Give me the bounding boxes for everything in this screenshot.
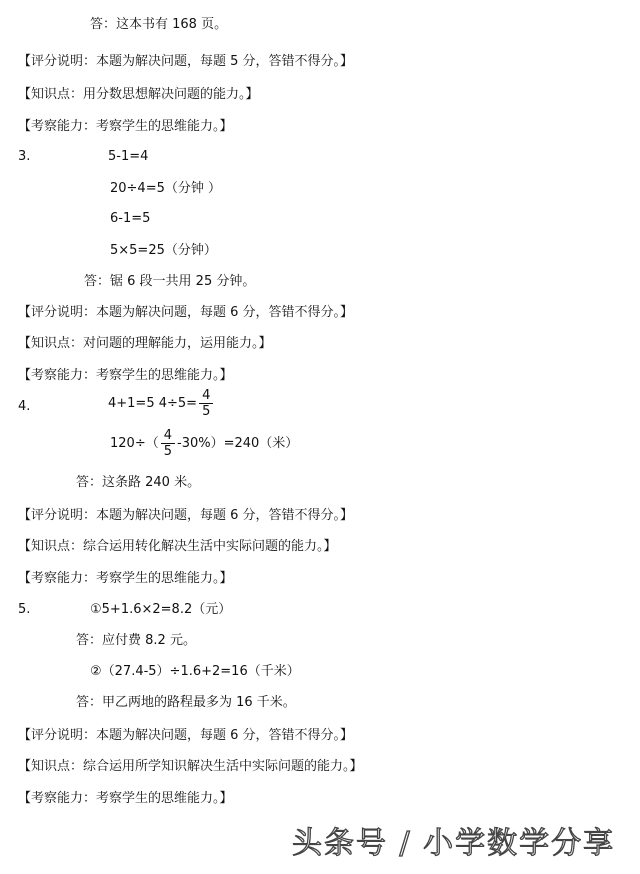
question-4-number: 4. — [18, 399, 31, 414]
fraction-numerator: 4 — [161, 428, 175, 444]
fraction-denominator: 5 — [163, 444, 172, 459]
question-4-step-1 — [108, 388, 215, 419]
fraction-denominator: 5 — [202, 404, 211, 419]
answer-2: 答：这本书有 168 页。 — [90, 17, 228, 32]
fraction-numerator: 4 — [199, 388, 213, 404]
question-4-step-2 — [110, 428, 298, 459]
question-3-step-3: 6-1=5 — [110, 211, 151, 226]
question-3-step-1: 5-1=4 — [108, 149, 149, 164]
scoring-note-4: 【评分说明：本题为解决问题，每题 6 分，答错不得分。】 — [18, 508, 354, 523]
scoring-note-2: 【评分说明：本题为解决问题，每题 5 分，答错不得分。】 — [18, 54, 354, 69]
question-5-solution-2: ②（27.4-5）÷1.6+2=16（千米） — [90, 664, 300, 679]
question-3-number: 3. — [18, 149, 31, 164]
question-4-step-2-prefix: 120÷（ — [110, 436, 159, 451]
answer-5-2: 答：甲乙两地的路程最多为 16 千米。 — [76, 695, 296, 710]
ability-note-5: 【考察能力：考察学生的思维能力。】 — [18, 791, 233, 806]
answer-4: 答：这条路 240 米。 — [76, 475, 201, 490]
question-4-step-2-suffix: -30%）=240（米） — [177, 436, 299, 451]
ability-note-4: 【考察能力：考察学生的思维能力。】 — [18, 571, 233, 586]
answer-5-1: 答：应付费 8.2 元。 — [76, 633, 196, 648]
scoring-note-3: 【评分说明：本题为解决问题，每题 6 分，答错不得分。】 — [18, 305, 354, 320]
question-5-solution-1: ①5+1.6×2=8.2（元） — [90, 602, 232, 617]
ability-note-2: 【考察能力：考察学生的思维能力。】 — [18, 119, 233, 134]
scoring-note-5: 【评分说明：本题为解决问题，每题 6 分，答错不得分。】 — [18, 728, 354, 743]
knowledge-point-2: 【知识点：用分数思想解决问题的能力。】 — [18, 87, 259, 102]
ability-note-3: 【考察能力：考察学生的思维能力。】 — [18, 368, 233, 383]
knowledge-point-4: 【知识点：综合运用转化解决生活中实际问题的能力。】 — [18, 539, 337, 554]
question-3-step-4: 5×5=25（分钟） — [110, 243, 217, 258]
knowledge-point-3: 【知识点：对问题的理解能力，运用能力。】 — [18, 336, 272, 351]
question-3-step-2: 20÷4=5（分钟 ） — [110, 181, 222, 196]
answer-3: 答：锯 6 段一共用 25 分钟。 — [84, 274, 256, 289]
question-5-number: 5. — [18, 602, 31, 617]
question-4-step-1-text: 4+1=5 4÷5= — [108, 396, 198, 411]
fraction-four-fifths — [199, 388, 213, 419]
fraction-four-fifths — [161, 428, 175, 459]
watermark: 头条号 / 小学数学分享 — [292, 826, 616, 861]
knowledge-point-5: 【知识点：综合运用所学知识解决生活中实际问题的能力。】 — [18, 759, 363, 774]
